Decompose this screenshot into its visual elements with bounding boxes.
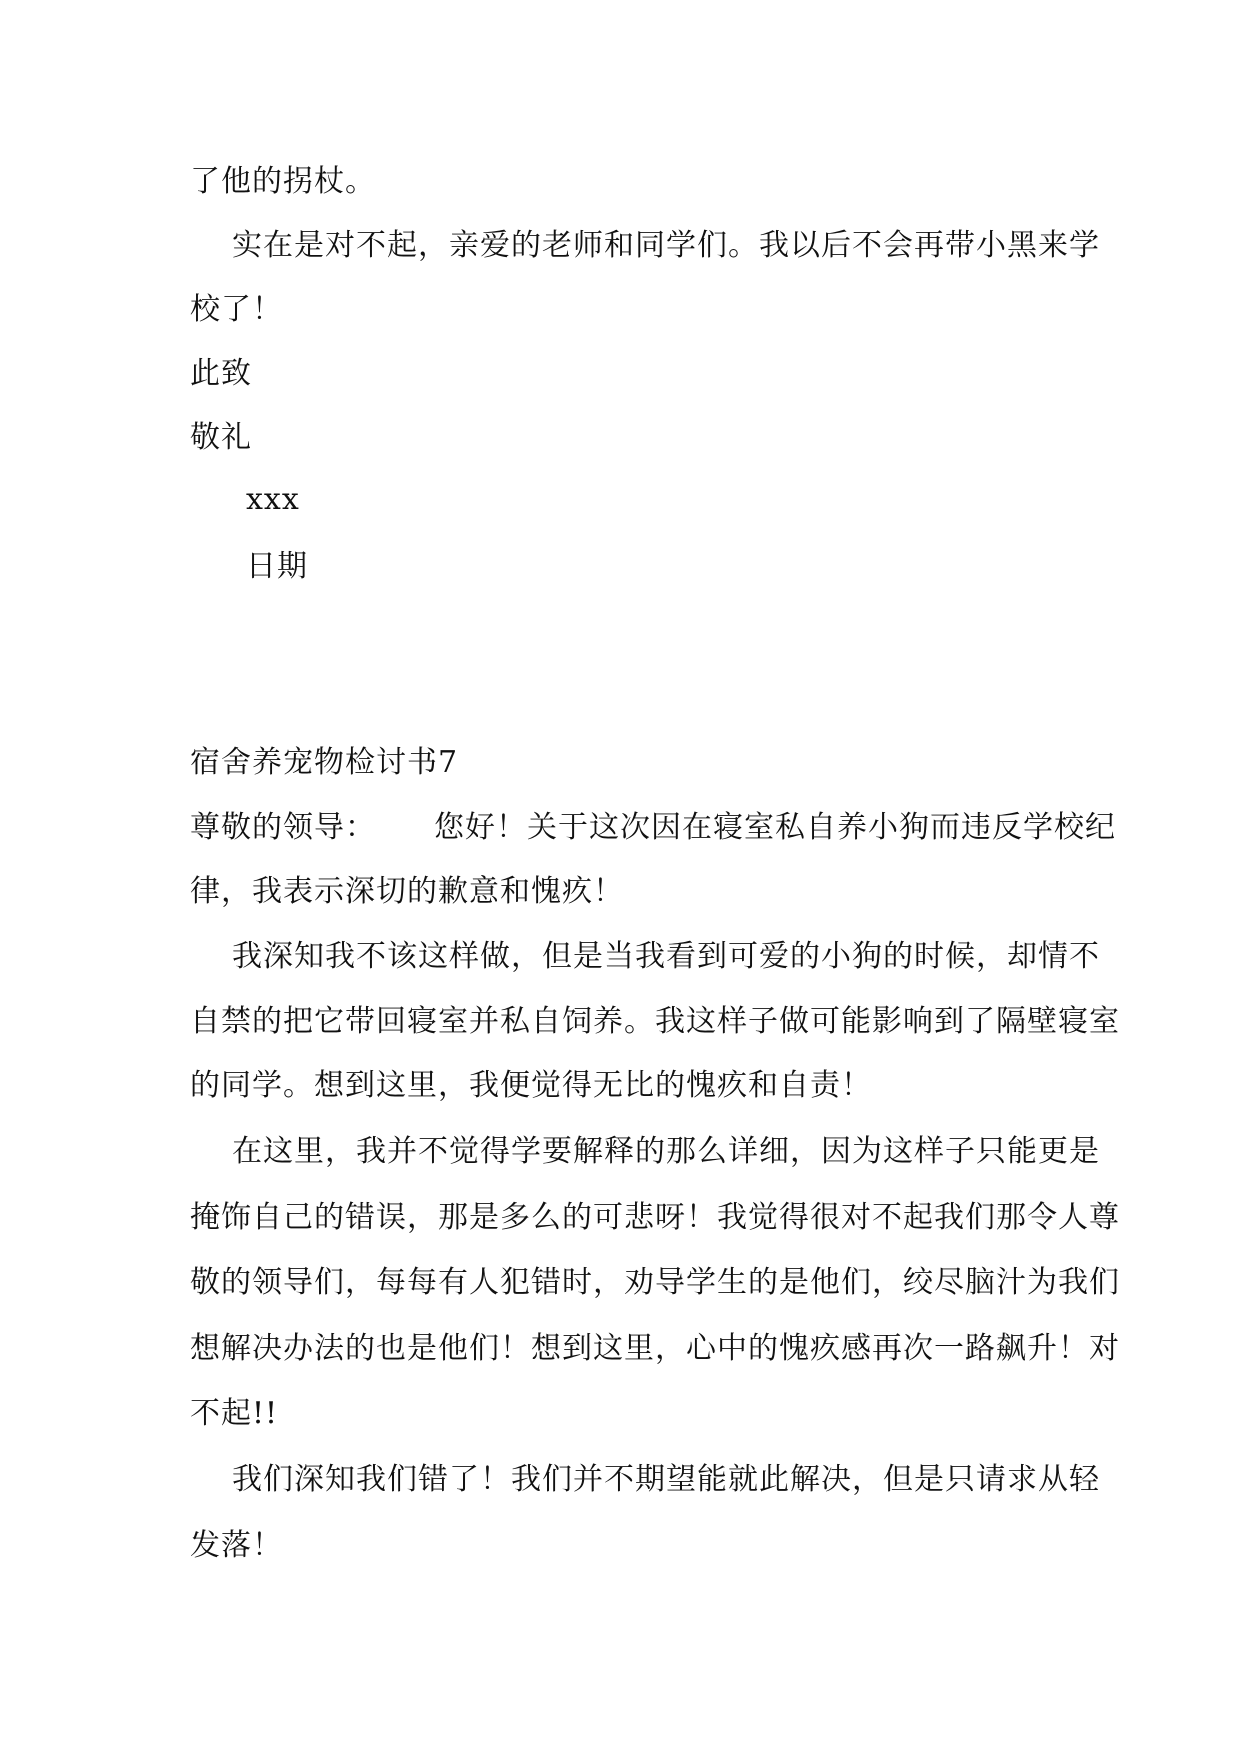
intro-text: 您好！关于这次因在寝室私自养小狗而违反学校纪 <box>434 810 1116 845</box>
section-title: 宿舍养宠物检讨书7 <box>190 745 459 780</box>
closing-line: 敬礼 <box>190 420 252 455</box>
paragraph-line: 在这里，我并不觉得学要解释的那么详细，因为这样子只能更是 <box>232 1134 1100 1169</box>
paragraph-line: 我们深知我们错了！我们并不期望能就此解决，但是只请求从轻 <box>232 1462 1100 1497</box>
salutation-line <box>190 808 1116 848</box>
closing-line: 此致 <box>190 356 252 391</box>
paragraph-continuation: 了他的拐杖。 <box>190 164 376 199</box>
paragraph-line: 自禁的把它带回寝室并私自饲养。我这样子做可能影响到了隔壁寝室 <box>190 1004 1120 1039</box>
paragraph-line: 校了！ <box>190 292 283 327</box>
paragraph-line: 发落！ <box>190 1528 283 1563</box>
paragraph-line: 敬的领导们，每每有人犯错时，劝导学生的是他们，绞尽脑汁为我们 <box>190 1265 1120 1300</box>
salutation: 尊敬的领导： <box>190 810 376 845</box>
paragraph-line: 想解决办法的也是他们！想到这里，心中的愧疚感再次一路飙升！对 <box>190 1331 1120 1366</box>
paragraph-line: 掩饰自己的错误，那是多么的可悲呀！我觉得很对不起我们那令人尊 <box>190 1200 1120 1235</box>
paragraph-line: 实在是对不起，亲爱的老师和同学们。我以后不会再带小黑来学 <box>232 228 1100 263</box>
paragraph-line: 律，我表示深切的歉意和愧疚！ <box>190 874 624 909</box>
signature: xxx <box>246 482 300 517</box>
paragraph-line: 我深知我不该这样做，但是当我看到可爱的小狗的时候，却情不 <box>232 939 1100 974</box>
date-line: 日期 <box>246 549 308 584</box>
paragraph-line: 的同学。想到这里，我便觉得无比的愧疚和自责！ <box>190 1068 872 1103</box>
paragraph-line: 不起!! <box>190 1396 279 1431</box>
